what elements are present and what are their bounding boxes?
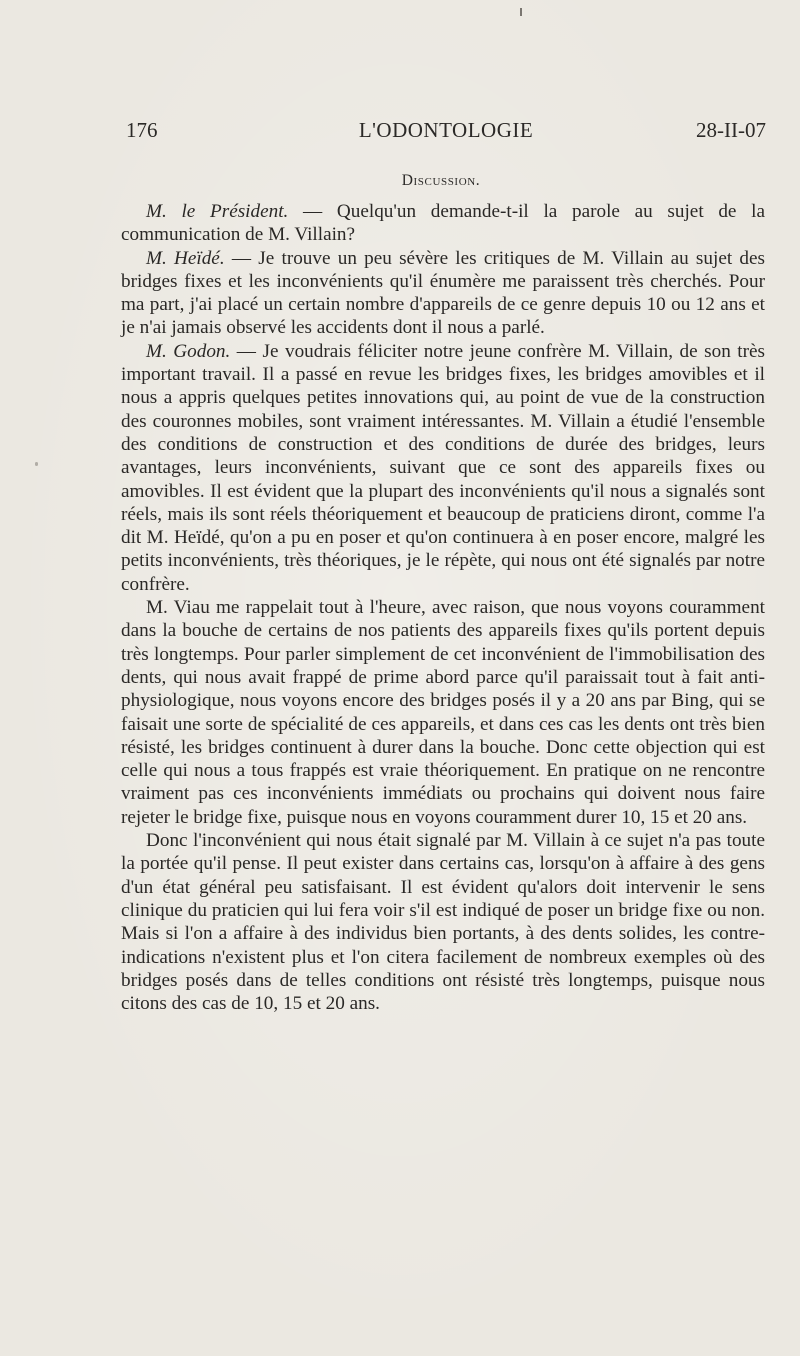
paragraph <box>121 596 765 829</box>
paragraph-text: Donc l'inconvénient qui nous était signalé par M. Villain à ce sujet n'a pas toute la portée qu'il pense. Il peut exister dans certains cas, lorsqu'on à affaire à des gens d'un état général peu satisfaisant. Il est évident qu'alors doit intervenir le sens clinique du praticien qui lui fera voir s'il est indiqué de poser un bridge fixe ou non. Mais si l'on a affaire à des individus bien portants, à des dents solides, les contre-indications n'existent plus et l'on citera facilement de nombreux exemples où des bridges posés dans de telles conditions ont résisté très longtemps, puisque nous citons des cas de 10, 15 et 20 ans. <box>121 830 765 1015</box>
issue-date: 28-II-07 <box>696 118 766 142</box>
paragraph <box>121 340 765 596</box>
paragraph <box>121 829 765 1015</box>
page-number: 176 <box>126 118 158 142</box>
speaker-name: M. le Président. <box>146 201 289 222</box>
section-title: Discussion. <box>401 172 481 189</box>
paragraph <box>121 200 765 247</box>
paragraph <box>121 247 765 340</box>
speaker-name: M. Godon. <box>146 340 231 362</box>
paragraph-text: — Quelqu'un demande-t-il la parole au sujet de la communication de M. Villain? <box>121 201 765 246</box>
paragraph-text: M. Viau me rappelait tout à l'heure, avec raison, que nous voyons couramment dans la bouche de certains de nos patients des appareils fixes qu'ils portent depuis très longtemps. Pour parler simplement de cet inconvénient de l'immobilisation des dents, qui nous avait frappé de prime abord parce qu'il paraissait tout à fait anti-physiologique, nous voyons encore des bridges posés il y a 20 ans par Bing, qui se faisait une sorte de spécialité de ces appareils, et dans ces cas les dents ont très bien résisté, les bridges continuent à durer dans la bouche. Donc cette objection qui est celle qui nous a tous frappés est vraie théoriquement. En pratique on ne rencontre vraiment pas ces inconvénients immédiats ou prochains qui doivent nous faire rejeter le bridge fixe, puisque nous en voyons couramment durer 10, 15 et 20 ans. <box>121 597 765 828</box>
journal-title: L'ODONTOLOGIE <box>358 118 534 142</box>
paragraph-text: — Je voudrais féliciter notre jeune confrère M. Villain, de son très important travail. Il a passé en revue les bridges fixes, les bridges amovibles et il nous a appris quelques petites innovations qui, au point de vue de la construction des couronnes mobiles, sont vraiment intéressantes. M. Villain a étudié l'ensemble des conditions de construction et des conditions de durée des bridges, leurs avantages, leurs inconvénients, suivant que ce sont des appareils fixes ou amovibles. Il est évident que la plupart des inconvénients qu'il nous a signalés sont réels, mais ils sont réels théoriquement et beaucoup de praticiens diront, comme l'a dit M. Heïdé, qu'on a pu en poser et qu'on continuera à en poser encore, malgré les petits inconvénients, très théoriques, je le répète, qui nous ont été signalés par notre confrère. <box>121 340 765 595</box>
margin-smudge <box>35 462 38 466</box>
running-header <box>126 118 766 148</box>
ink-mark <box>520 8 522 16</box>
speaker-name: M. Heïdé. <box>146 247 225 269</box>
paragraph-text: — Je trouve un peu sévère les critiques de M. Villain au sujet des bridges fixes et les inconvénients qu'il énumère me paraissent très cherchés. Pour ma part, j'ai placé un certain nombre d'appareils de ce genre depuis 10 ou 12 ans et je n'ai jamais observé les accidents dont il nous a parlé. <box>121 247 765 339</box>
body-text <box>121 200 765 1015</box>
